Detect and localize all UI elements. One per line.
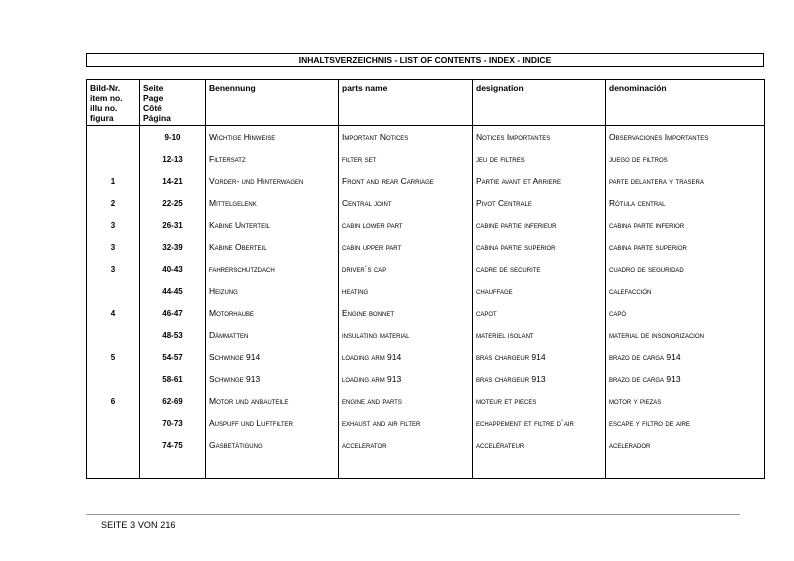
cell-designation: jeu de filtres (473, 148, 606, 170)
cell-designation: accelérateur (473, 434, 606, 456)
table-row (87, 148, 765, 170)
cell-benennung: Mittelgelenk (206, 192, 339, 214)
cell-benennung: fahrerschutzdach (206, 258, 339, 280)
cell-page-range: 9-10 (140, 126, 206, 149)
cell-benennung: Heizung (206, 280, 339, 302)
cell-figure-number: 1 (87, 170, 140, 192)
empty-cell (473, 456, 606, 479)
cell-designation: Notices Importantes (473, 126, 606, 149)
cell-figure-number: 3 (87, 258, 140, 280)
table-row (87, 302, 765, 324)
cell-benennung: Kabine Oberteil (206, 236, 339, 258)
table-row (87, 126, 765, 149)
cell-figure-number (87, 368, 140, 390)
cell-benennung: Kabine Unterteil (206, 214, 339, 236)
cell-benennung: Gasbetätigung (206, 434, 339, 456)
document-title: INHALTSVERZEICHNIS - LIST OF CONTENTS - INDEX - INDICE (86, 53, 764, 67)
cell-designation: materiel isolant (473, 324, 606, 346)
cell-page-range: 54-57 (140, 346, 206, 368)
cell-denominacion: parte delantera y trasera (606, 170, 765, 192)
cell-parts-name: cabin lower part (339, 214, 473, 236)
table-row (87, 236, 765, 258)
cell-designation: Pivot Centrale (473, 192, 606, 214)
cell-benennung: Schwinge 914 (206, 346, 339, 368)
cell-denominacion: calefacción (606, 280, 765, 302)
cell-denominacion: escape y filtro de aire (606, 412, 765, 434)
cell-parts-name: exhaust and air filter (339, 412, 473, 434)
cell-page-range: 14-21 (140, 170, 206, 192)
table-row (87, 258, 765, 280)
cell-figure-number (87, 126, 140, 149)
cell-page-range: 58-61 (140, 368, 206, 390)
page-footer: SEITE 3 VON 216 (101, 520, 176, 530)
cell-denominacion: material de insonorizacion (606, 324, 765, 346)
cell-parts-name: accelerator (339, 434, 473, 456)
cell-figure-number: 4 (87, 302, 140, 324)
footer-divider (86, 514, 740, 515)
cell-benennung: Motor und anbauteile (206, 390, 339, 412)
cell-page-range: 40-43 (140, 258, 206, 280)
cell-page-range: 70-73 (140, 412, 206, 434)
table-body (87, 126, 765, 479)
cell-designation: Partie avant et Arriere (473, 170, 606, 192)
cell-parts-name: driver´s cap (339, 258, 473, 280)
empty-cell (339, 456, 473, 479)
cell-benennung: Wichtige Hinweise (206, 126, 339, 149)
cell-benennung: Dämmatten (206, 324, 339, 346)
empty-cell (606, 456, 765, 479)
cell-denominacion: cuadro de seguridad (606, 258, 765, 280)
cell-figure-number: 2 (87, 192, 140, 214)
cell-designation: bras chargeur 913 (473, 368, 606, 390)
cell-page-range: 74-75 (140, 434, 206, 456)
cell-figure-number: 5 (87, 346, 140, 368)
cell-page-range: 48-53 (140, 324, 206, 346)
cell-benennung: Schwinge 913 (206, 368, 339, 390)
cell-parts-name: loading arm 914 (339, 346, 473, 368)
table-row (87, 192, 765, 214)
cell-denominacion: Observaciones Importantes (606, 126, 765, 149)
header-benennung: Benennung (206, 80, 339, 126)
table-row (87, 280, 765, 302)
cell-benennung: Vorder- und Hinterwagen (206, 170, 339, 192)
cell-parts-name: cabin upper part (339, 236, 473, 258)
header-parts-name: parts name (339, 80, 473, 126)
cell-page-range: 26-31 (140, 214, 206, 236)
cell-designation: cabine partie inferieur (473, 214, 606, 236)
cell-figure-number: 3 (87, 236, 140, 258)
table-row (87, 434, 765, 456)
contents-table (86, 79, 765, 479)
cell-parts-name: engine and parts (339, 390, 473, 412)
cell-figure-number (87, 280, 140, 302)
cell-designation: cadre de securite (473, 258, 606, 280)
cell-page-range: 22-25 (140, 192, 206, 214)
cell-page-range: 12-13 (140, 148, 206, 170)
cell-figure-number (87, 324, 140, 346)
cell-denominacion: capó (606, 302, 765, 324)
table-row (87, 368, 765, 390)
cell-figure-number: 6 (87, 390, 140, 412)
cell-parts-name: filter set (339, 148, 473, 170)
cell-benennung: Auspuff und Luftfilter (206, 412, 339, 434)
cell-designation: capot (473, 302, 606, 324)
cell-benennung: Filtersatz (206, 148, 339, 170)
table-row (87, 346, 765, 368)
table-filler-row (87, 456, 765, 479)
cell-designation: chauffage (473, 280, 606, 302)
cell-denominacion: cabina parte superior (606, 236, 765, 258)
cell-designation: echappement et filtre d´air (473, 412, 606, 434)
cell-figure-number (87, 148, 140, 170)
cell-denominacion: juego de filtros (606, 148, 765, 170)
header-designation: designation (473, 80, 606, 126)
cell-figure-number (87, 412, 140, 434)
cell-figure-number (87, 434, 140, 456)
cell-denominacion: brazo de carga 913 (606, 368, 765, 390)
cell-designation: moteur et pieces (473, 390, 606, 412)
table-row (87, 324, 765, 346)
cell-designation: cabina partie superior (473, 236, 606, 258)
table-row (87, 170, 765, 192)
cell-parts-name: Front and rear Carriage (339, 170, 473, 192)
empty-cell (140, 456, 206, 479)
empty-cell (87, 456, 140, 479)
table-header-row (87, 80, 765, 126)
cell-parts-name: insulating material (339, 324, 473, 346)
cell-denominacion: acelerador (606, 434, 765, 456)
cell-denominacion: brazo de carga 914 (606, 346, 765, 368)
header-figure: Bild-Nr. item no. illu no. figura (87, 80, 140, 126)
cell-figure-number: 3 (87, 214, 140, 236)
table-row (87, 390, 765, 412)
cell-page-range: 62-69 (140, 390, 206, 412)
cell-page-range: 32-39 (140, 236, 206, 258)
table-row (87, 412, 765, 434)
header-page: Seite Page Côté Página (140, 80, 206, 126)
cell-page-range: 46-47 (140, 302, 206, 324)
cell-parts-name: loading arm 913 (339, 368, 473, 390)
cell-parts-name: Engine bonnet (339, 302, 473, 324)
table-row (87, 214, 765, 236)
cell-denominacion: motor y piezas (606, 390, 765, 412)
cell-denominacion: cabina parte inferior (606, 214, 765, 236)
empty-cell (206, 456, 339, 479)
cell-parts-name: Central joint (339, 192, 473, 214)
cell-designation: bras chargeur 914 (473, 346, 606, 368)
cell-page-range: 44-45 (140, 280, 206, 302)
cell-benennung: Motorhaube (206, 302, 339, 324)
cell-parts-name: Important Notices (339, 126, 473, 149)
cell-denominacion: Rótula central (606, 192, 765, 214)
cell-parts-name: heating (339, 280, 473, 302)
header-denominacion: denominación (606, 80, 765, 126)
